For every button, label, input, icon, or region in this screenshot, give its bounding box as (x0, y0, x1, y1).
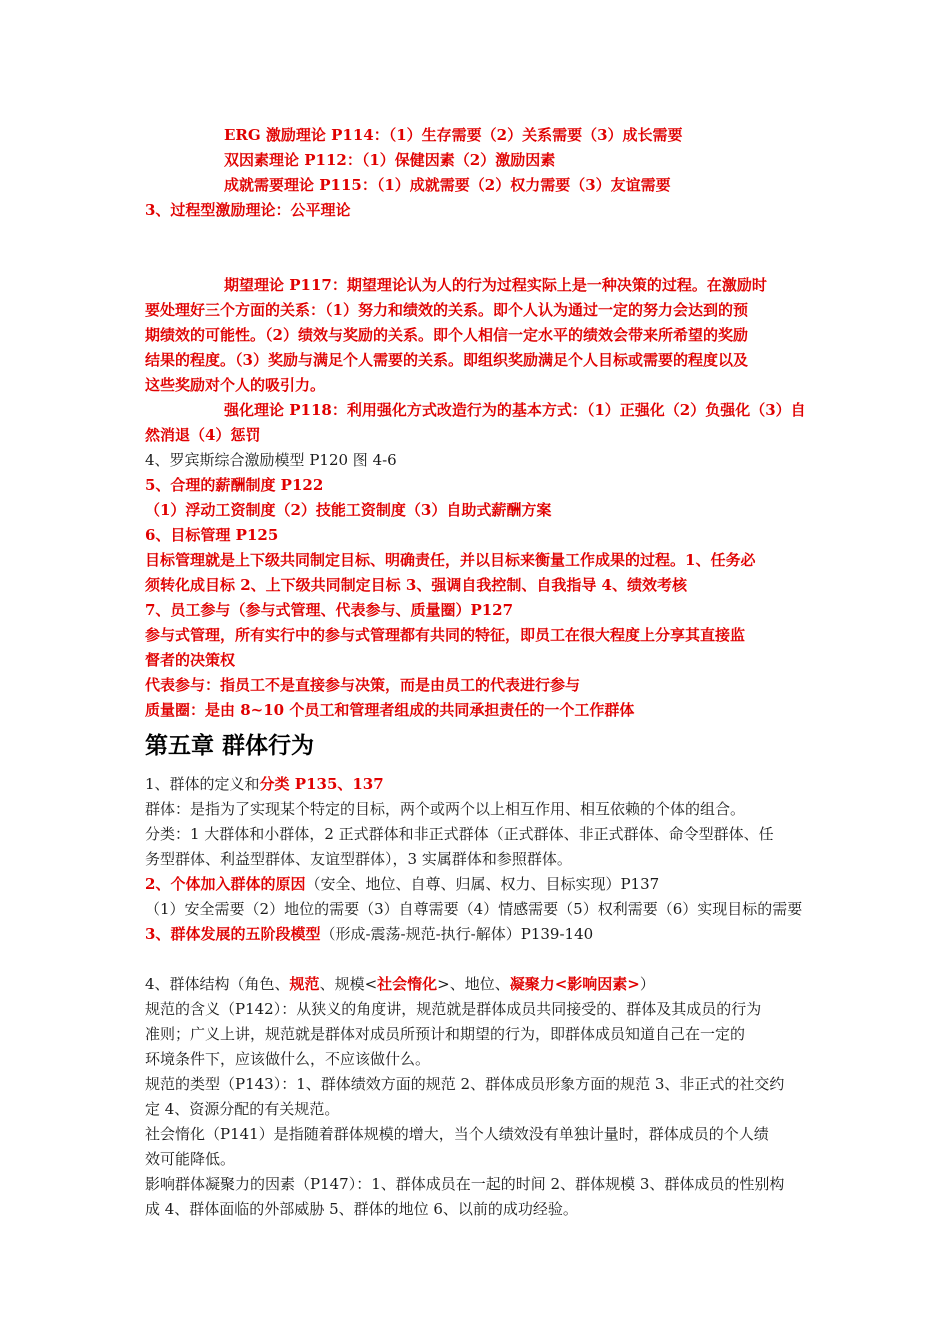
structure-part-4: ） (639, 975, 655, 993)
norm-definition-line-1: 规范的含义（P142）：从狭义的角度讲，规范就是群体成员共同接受的、群体及其成员的行为 (145, 1000, 762, 1018)
structure-part-3: >、地位、 (437, 975, 510, 993)
five-stage-heading (145, 922, 593, 947)
participation-line-1: 参与式管理，所有实行中的参与式管理都有共同的特征，即员工在很大程度上分享其直接监 (145, 626, 746, 644)
group-structure-heading (145, 972, 655, 997)
social-loafing-line-2: 效可能降低。 (145, 1150, 236, 1168)
group-definition-heading (145, 772, 384, 797)
expectancy-line-1: 期望理论 P117：期望理论认为人的行为过程实际上是一种决策的过程。在激励时 (224, 276, 767, 294)
heading-suffix: （安全、地位、自尊、归属、权力、目标实现）P137 (305, 875, 660, 893)
heading-suffix: （形成-震荡-规范-执行-解体）P139-140 (320, 925, 594, 943)
cohesion-factors-line-2: 成 4、群体面临的外部威胁 5、群体的地位 6、以前的成功经验。 (145, 1200, 578, 1218)
participation-line-2: 督者的决策权 (145, 651, 236, 669)
reinforcement-line-2: 然消退（4）惩罚 (145, 426, 261, 444)
erg-theory-line: ERG 激励理论 P114：（1）生存需要（2）关系需要（3）成长需要 (224, 126, 683, 144)
expectancy-line-2: 要处理好三个方面的关系：（1）努力和绩效的关系。即个人认为通过一定的努力会达到的预 (145, 301, 748, 319)
chapter-title: 第五章 群体行为 (145, 733, 315, 759)
heading-prefix: 2、 (145, 875, 171, 893)
heading-highlight: 个体加入群体的原因 (170, 875, 306, 893)
join-reasons-items: （1）安全需要（2）地位的需要（3）自尊需要（4）情感需要（5）权利需要（6）实现目标的需要 (145, 900, 803, 918)
heading-suffix: P135、137 (289, 775, 384, 793)
representative-participation-line: 代表参与：指员工不是直接参与决策，而是由员工的代表进行参与 (145, 676, 581, 694)
quality-circle-line: 质量圈：是由 8~10 个员工和管理者组成的共同承担责任的一个工作群体 (145, 701, 635, 719)
expectancy-line-4: 结果的程度。（3）奖励与满足个人需要的关系。即组织奖励满足个人目标或需要的程度以及 (145, 351, 748, 369)
norm-types-line-1: 规范的类型（P143）：1、群体绩效方面的规范 2、群体成员形象方面的规范 3、非正式的社交约 (145, 1075, 785, 1093)
two-factor-theory-line: 双因素理论 P112：（1）保健因素（2）激励因素 (224, 151, 556, 169)
salary-items: （1）浮动工资制度（2）技能工资制度（3）自助式薪酬方案 (145, 501, 552, 519)
join-reasons-heading (145, 872, 659, 897)
heading-highlight: 分类 (259, 775, 290, 793)
structure-highlight-cohesion: 凝聚力<影响因素> (509, 975, 640, 993)
reinforcement-line-1: 强化理论 P118：利用强化方式改造行为的基本方式：（1）正强化（2）负强化（3）自 (224, 401, 806, 419)
process-theory-heading: 3、过程型激励理论：公平理论 (145, 201, 351, 219)
heading-prefix: 1、群体的定义和 (145, 775, 260, 793)
structure-part-2: 、规模< (319, 975, 378, 993)
heading-prefix: 3、 (145, 925, 171, 943)
salary-heading: 5、合理的薪酬制度 P122 (145, 476, 324, 494)
mbo-line-1: 目标管理就是上下级共同制定目标、明确责任，并以目标来衡量工作成果的过程。1、任务必 (145, 551, 756, 569)
heading-highlight: 群体发展的五阶段模型 (170, 925, 321, 943)
expectancy-line-3: 期绩效的可能性。（2）绩效与奖励的关系。即个人相信一定水平的绩效会带来所希望的奖励 (145, 326, 748, 344)
social-loafing-line-1: 社会惰化（P141）是指随着群体规模的增大，当个人绩效没有单独计量时，群体成员的个人绩 (145, 1125, 769, 1143)
expectancy-line-5: 这些奖励对个人的吸引力。 (145, 376, 326, 394)
achievement-theory-line: 成就需要理论 P115：（1）成就需要（2）权力需要（3）友谊需要 (224, 176, 671, 194)
group-classification-line-1: 分类：1 大群体和小群体，2 正式群体和非正式群体（正式群体、非正式群体、命令型群体、任 (145, 825, 774, 843)
structure-highlight-loafing: 社会惰化 (377, 975, 438, 993)
group-definition-text: 群体：是指为了实现某个特定的目标，两个或两个以上相互作用、相互依赖的个体的组合。 (145, 800, 746, 818)
porter-model-line: 4、罗宾斯综合激励模型 P120 图 4-6 (145, 451, 397, 469)
participation-heading: 7、员工参与（参与式管理、代表参与、质量圈）P127 (145, 601, 514, 619)
norm-definition-line-2: 准则；广义上讲，规范就是群体对成员所预计和期望的行为，即群体成员知道自己在一定的 (145, 1025, 746, 1043)
structure-highlight-norms: 规范 (289, 975, 320, 993)
structure-part-1: 4、群体结构（角色、 (145, 975, 290, 993)
norm-types-line-2: 定 4、资源分配的有关规范。 (145, 1100, 340, 1118)
mbo-line-2: 须转化成目标 2、上下级共同制定目标 3、强调自我控制、自我指导 4、绩效考核 (145, 576, 687, 594)
norm-definition-line-3: 环境条件下，应该做什么，不应该做什么。 (145, 1050, 431, 1068)
cohesion-factors-line-1: 影响群体凝聚力的因素（P147）：1、群体成员在一起的时间 2、群体规模 3、群体成员的性别构 (145, 1175, 785, 1193)
group-classification-line-2: 务型群体、利益型群体、友谊型群体），3 实属群体和参照群体。 (145, 850, 572, 868)
mbo-heading: 6、目标管理 P125 (145, 526, 279, 544)
